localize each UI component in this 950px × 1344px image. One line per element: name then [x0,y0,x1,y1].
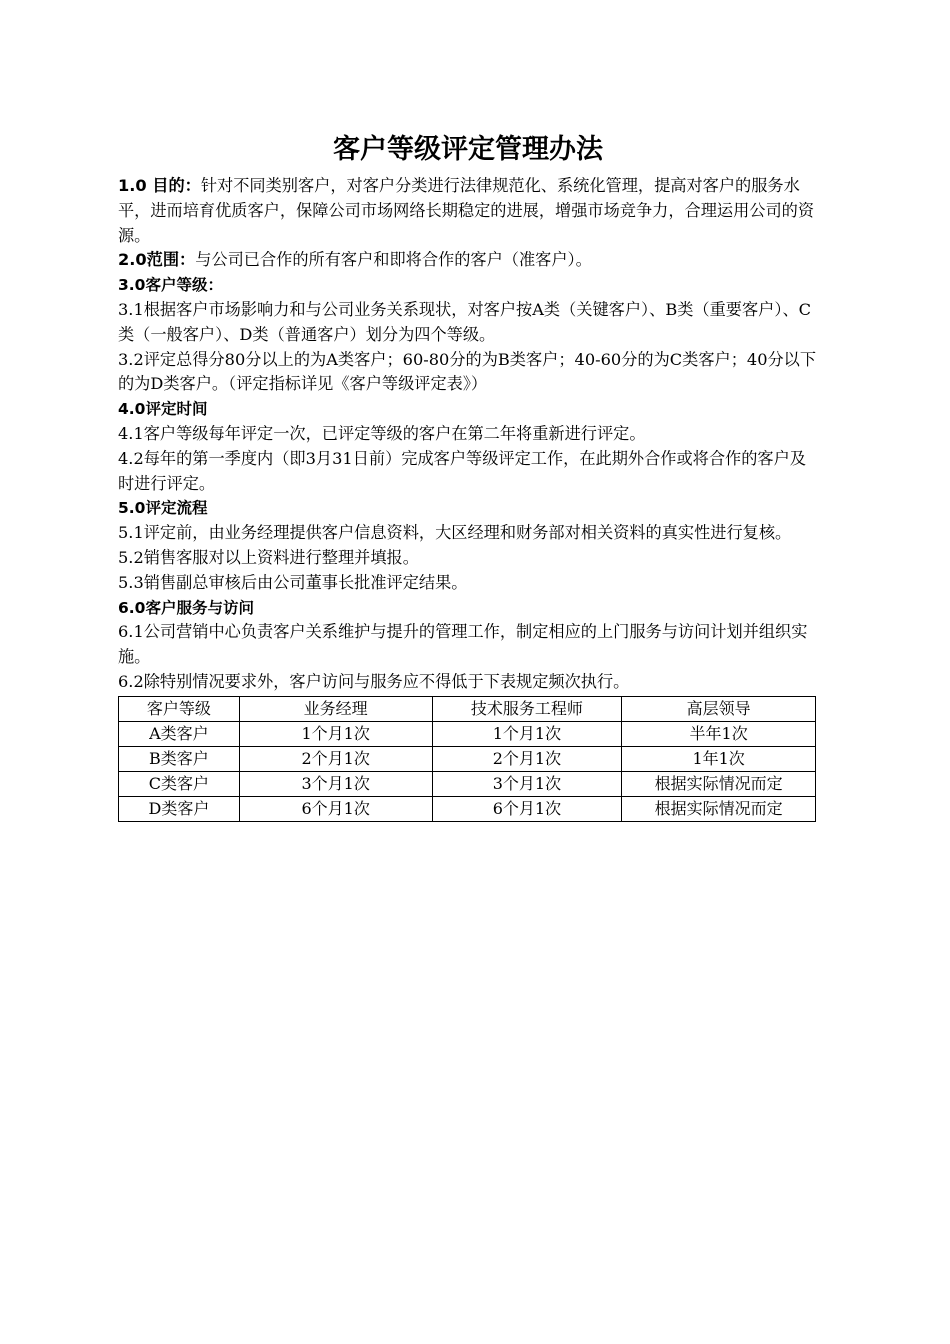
table-row [119,796,816,821]
section-2-text: 与公司已合作的所有客户和即将合作的客户（准客户）。 [195,250,592,270]
table-cell: 3个月1次 [239,771,432,796]
table-cell: 2个月1次 [239,746,432,771]
section-5-2-text: 5.2销售客服对以上资料进行整理并填报。 [118,547,419,567]
table-header-cell: 业务经理 [239,696,432,721]
section-5-1-text: 5.1评定前，由业务经理提供客户信息资料，大区经理和财务部对相关资料的真实性进行复核。 [118,523,792,543]
section-2-heading: 2.0范围： [118,250,196,270]
table-cell: 6个月1次 [432,796,622,821]
table-row [119,721,816,746]
table-cell: A类客户 [119,721,240,746]
table-header-cell: 高层领导 [622,696,816,721]
section-1-text: 针对不同类别客户，对客户分类进行法律规范化、系统化管理，提高对客户的服务水平，进而培育优质客户，保障公司市场网络长期稳定的进展，增强市场竞争力，合理运用公司的资源。 [118,176,815,245]
table-cell: 1个月1次 [239,721,432,746]
table-header-row [119,696,816,721]
table-cell: 1年1次 [622,746,816,771]
section-4-1-text: 4.1客户等级每年评定一次，已评定等级的客户在第二年将重新进行评定。 [118,423,646,443]
table-row [119,746,816,771]
section-4-heading: 4.0评定时间 [118,400,208,419]
table-cell: 根据实际情况而定 [622,771,816,796]
section-1-heading: 1.0 目的： [118,176,201,195]
table-cell: C类客户 [119,771,240,796]
section-5-3-text: 5.3销售副总审核后由公司董事长批准评定结果。 [118,572,468,592]
section-6-2-text: 6.2除特别情况要求外，客户访问与服务应不得低于下表规定频次执行。 [118,671,630,691]
table-row [119,771,816,796]
table-cell: 半年1次 [622,721,816,746]
table-cell: 6个月1次 [239,796,432,821]
section-1-paragraph [118,174,818,248]
section-3-1-text: 3.1根据客户市场影响力和与公司业务关系现状，对客户按A类（关键客户）、B类（重要客户）、C类（一般客户）、D类（普通客户）划分为四个等级。 [118,299,812,344]
table-cell: 3个月1次 [432,771,622,796]
document-page [118,128,818,822]
table-cell: 1个月1次 [432,721,622,746]
document-title: 客户等级评定管理办法 [333,134,603,165]
section-5-heading: 5.0评定流程 [118,499,208,518]
table-cell: 根据实际情况而定 [622,796,816,821]
section-3-2-text: 3.2评定总得分80分以上的为A类客户；60-80分的为B类客户；40-60分的为C类客户；40分以下的为D类客户。（评定指标详见《客户等级评定表》） [118,349,817,394]
table-cell: D类客户 [119,796,240,821]
section-6-1-text: 6.1公司营销中心负责客户关系维护与提升的管理工作，制定相应的上门服务与访问计划并组织实施。 [118,622,808,667]
table-header-cell: 技术服务工程师 [432,696,622,721]
section-6-heading: 6.0客户服务与访问 [118,598,254,617]
visit-frequency-table [118,696,816,822]
section-2-paragraph [118,248,818,273]
table-header-cell: 客户等级 [119,696,240,721]
table-cell: 2个月1次 [432,746,622,771]
section-4-2-text: 4.2每年的第一季度内（即3月31日前）完成客户等级评定工作，在此期外合作或将合作的客户及时进行评定。 [118,448,806,493]
table-cell: B类客户 [119,746,240,771]
section-3-heading: 3.0客户等级： [118,276,223,295]
